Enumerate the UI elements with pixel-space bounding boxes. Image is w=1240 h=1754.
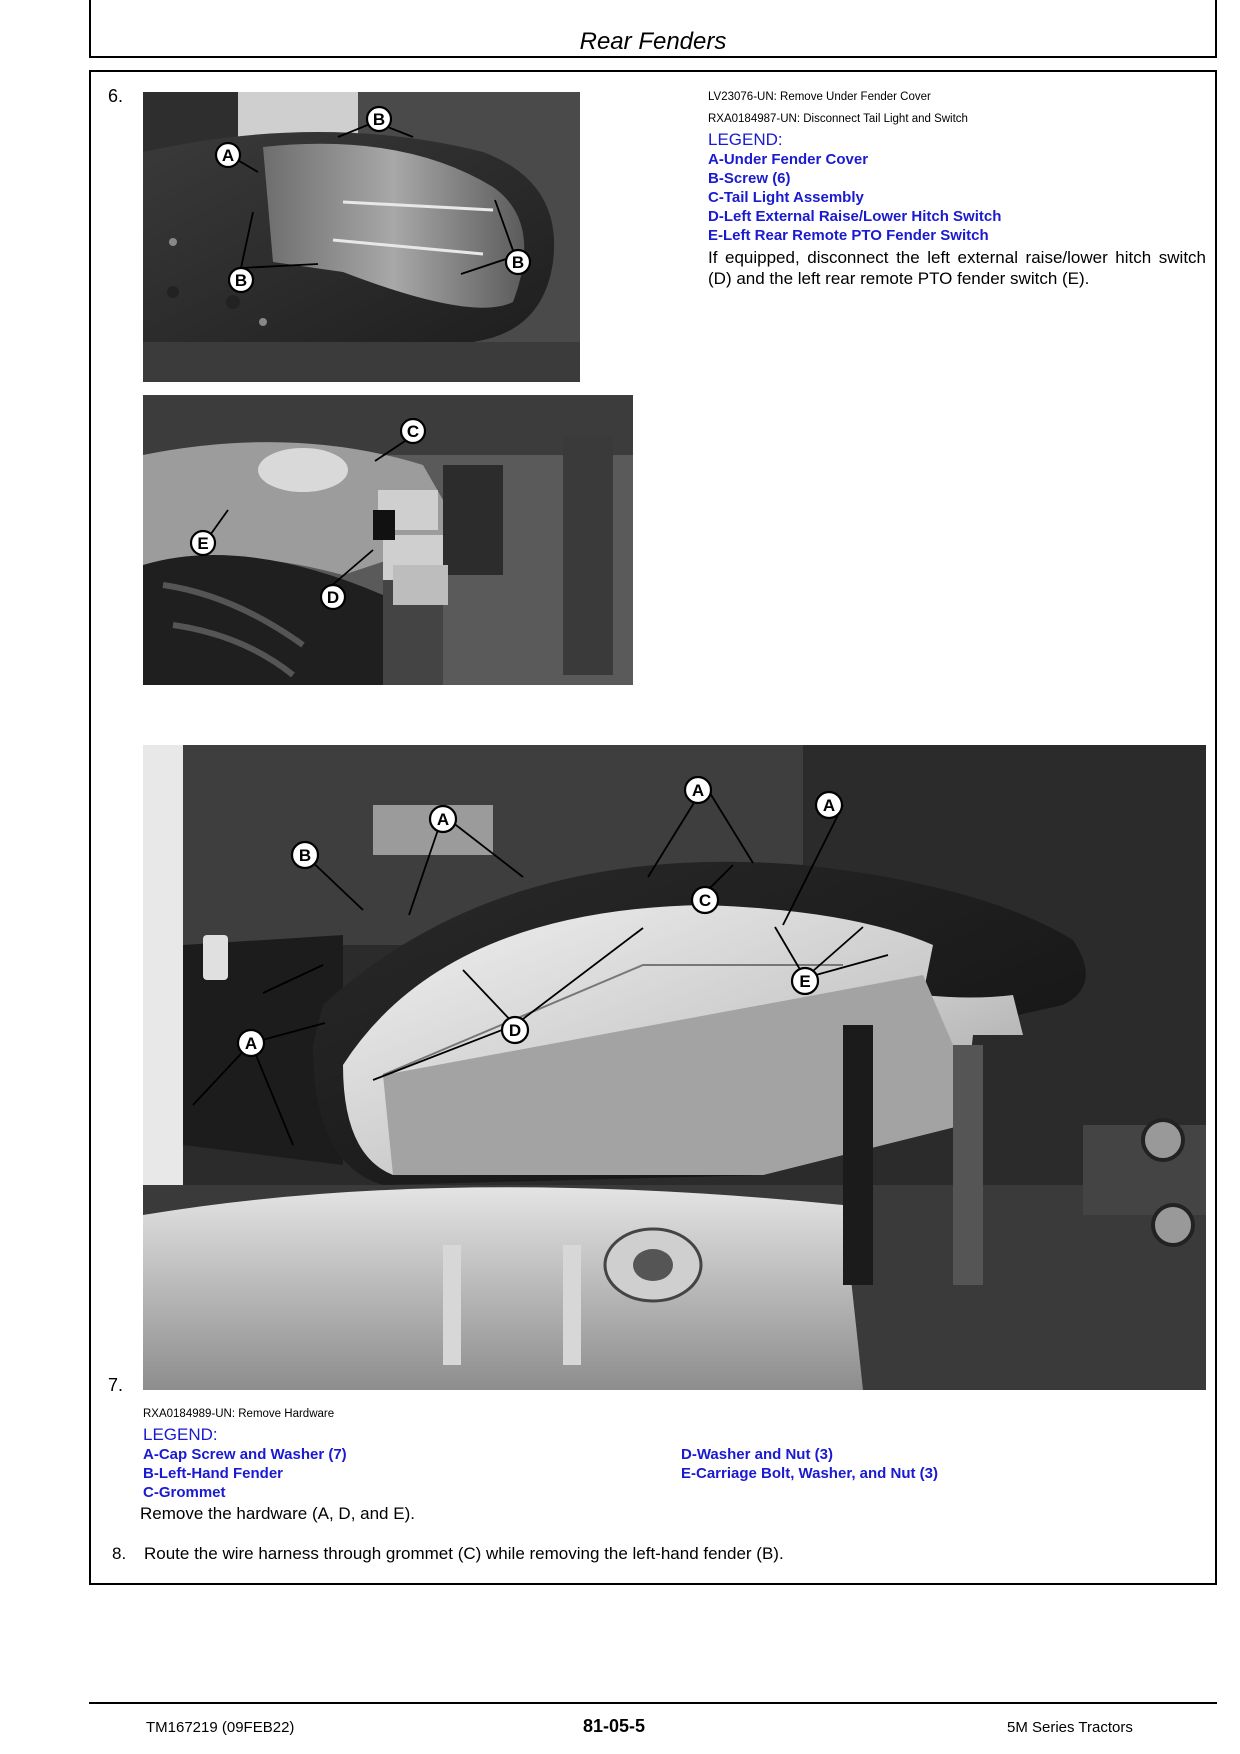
figure-remove-hardware-illustration xyxy=(143,745,1206,1390)
callout-b xyxy=(367,107,391,131)
svg-text:B: B xyxy=(511,253,525,272)
figure-tail-light-and-switch-illustration xyxy=(143,395,633,685)
svg-text:E: E xyxy=(197,534,209,553)
svg-text:A: A xyxy=(436,810,450,829)
legend-item: E-Carriage Bolt, Washer, and Nut (3) xyxy=(681,1465,938,1482)
callout-a xyxy=(816,792,842,818)
step-6-instruction: If equipped, disconnect the left external raise/lower hitch switch (D) and the left rear remote PTO fender switch (E). xyxy=(708,248,1206,288)
legend-item: C-Grommet xyxy=(143,1484,226,1501)
svg-text:D: D xyxy=(508,1021,522,1040)
footer-doc-id: TM167219 (09FEB22) xyxy=(146,1719,295,1736)
legend-item: B-Left-Hand Fender xyxy=(143,1465,283,1482)
svg-text:D: D xyxy=(326,588,340,607)
callout-d xyxy=(321,585,345,609)
legend-title: LEGEND: xyxy=(143,1425,218,1444)
figure-under-fender-cover-illustration xyxy=(143,92,580,382)
svg-text:C: C xyxy=(406,422,420,441)
figure-caption-2: RXA0184987-UN: Disconnect Tail Light and Switch xyxy=(708,113,968,125)
figure-caption-3: RXA0184989-UN: Remove Hardware xyxy=(143,1408,335,1420)
step-8-number: 8. xyxy=(112,1544,127,1563)
footer-rule xyxy=(89,1702,1217,1704)
page-title: Rear Fenders xyxy=(579,28,727,55)
legend-title: LEGEND: xyxy=(708,130,783,149)
figure-remove-hardware xyxy=(143,745,1206,1390)
step-8-instruction: Route the wire harness through grommet (C) while removing the left-hand fender (B). xyxy=(144,1544,784,1563)
callout-a xyxy=(238,1030,264,1056)
step-6-number: 6. xyxy=(108,86,124,106)
step-7-instruction: Remove the hardware (A, D, and E). xyxy=(140,1504,415,1523)
step-7-number: 7. xyxy=(108,1375,124,1395)
svg-text:A: A xyxy=(691,781,705,800)
footer-page-number: 81-05-5 xyxy=(583,1716,646,1736)
callout-e xyxy=(792,968,818,994)
callout-d xyxy=(502,1017,528,1043)
figure-caption-1: LV23076-UN: Remove Under Fender Cover xyxy=(708,91,931,103)
callout-c xyxy=(401,419,425,443)
legend-item: E-Left Rear Remote PTO Fender Switch xyxy=(708,227,989,244)
svg-text:B: B xyxy=(234,271,248,290)
legend-item: A-Under Fender Cover xyxy=(708,151,869,168)
svg-text:A: A xyxy=(244,1034,258,1053)
legend-item: C-Tail Light Assembly xyxy=(708,189,864,206)
callout-b xyxy=(292,842,318,868)
legend-item: D-Washer and Nut (3) xyxy=(681,1446,833,1463)
legend-item: A-Cap Screw and Washer (7) xyxy=(143,1446,347,1463)
legend-item: D-Left External Raise/Lower Hitch Switch xyxy=(708,208,1002,225)
callout-e xyxy=(191,531,215,555)
svg-text:B: B xyxy=(372,110,386,129)
svg-text:E: E xyxy=(799,972,811,991)
callout-b xyxy=(506,250,530,274)
figure-tail-light-and-switch xyxy=(143,395,633,685)
svg-text:A: A xyxy=(822,796,836,815)
callout-c xyxy=(692,887,718,913)
callout-a xyxy=(685,777,711,803)
callout-b xyxy=(229,268,253,292)
footer-product: 5M Series Tractors xyxy=(1007,1719,1133,1736)
legend-item: B-Screw (6) xyxy=(708,170,791,187)
svg-text:B: B xyxy=(298,846,312,865)
callout-a xyxy=(430,806,456,832)
callout-a xyxy=(216,143,240,167)
svg-text:C: C xyxy=(698,891,712,910)
svg-text:A: A xyxy=(221,146,235,165)
figure-under-fender-cover xyxy=(143,92,580,382)
